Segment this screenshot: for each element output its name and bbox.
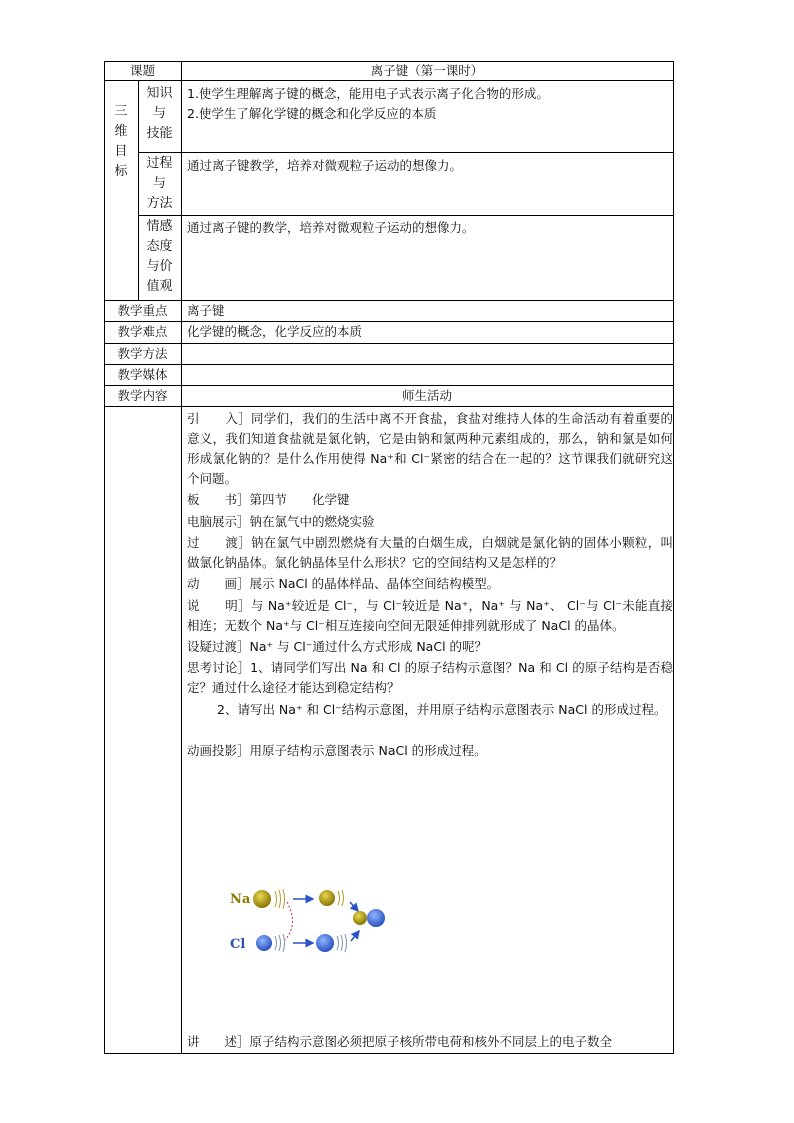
objectives-group-label: 三 维 目 标 [114,104,128,179]
cl-atom [256,935,272,951]
paragraph-demo: 电脑展示］钠在氯气中的燃烧实验 [187,514,375,529]
nacl-na-ion [353,911,367,925]
difficulty-value: 化学键的概念，化学反应的本质 [187,324,363,339]
paragraph-discussion: 思考讨论］1、请同学们写出 Na 和 Cl 的原子结构示意图？Na 和 Cl 的原子结构是否稳定？通过什么途径才能达到稳定结构？ [187,660,673,695]
row-divider [104,406,674,407]
emotion-label: 情感 态度 与价 值观 [146,219,173,294]
knowledge-line-1: 1.使学生理解离子键的概念，能用电子式表示离子化合物的形成。 [187,86,549,101]
row-divider [104,385,674,386]
paragraph-projection: 动画投影］用原子结构示意图表示 NaCl 的形成过程。 [187,743,487,758]
na-ion-shells [338,890,344,906]
paragraph-transition: 过 渡］钠在氯气中剧烈燃烧有大量的白烟生成，白烟就是氯化钠的固体小颗粒，叫做氯化钠晶体。氯化钠晶体呈什么形状？它的空间结构又是怎样的？ [187,535,673,570]
cl-shells [275,934,285,952]
row-divider [138,215,674,216]
arrow-up [351,931,359,941]
table-border-left [104,61,105,1054]
nacl-cl-ion [367,909,385,927]
nacl-formation-diagram [225,878,395,958]
arrow-down [350,902,358,911]
cl-ion-shells [337,934,347,952]
knowledge-label: 知识 与 技能 [146,86,173,141]
method-label: 教学方法 [117,346,168,361]
paragraph-animation: 动 画］展示 NaCl 的晶体样品、晶体空间结构模型。 [187,576,500,591]
row-divider [104,80,674,81]
paragraph-explain: 说 明］与 Na⁺较近是 Cl⁻，与 Cl⁻较近是 Na⁺，Na⁺ 与 Na⁺、 Cl⁻与 Cl⁻未能直接相连；无数个 Na⁺与 Cl⁻相互连接向空间无限延伸排列就形成了 NaCl 的晶体。 [187,598,673,633]
paragraph-narration: 讲 述］原子结构示意图必须把原子核所带电荷和核外不同层上的电子数全 [187,1034,613,1049]
row-divider [104,300,674,301]
key-point-value: 离子键 [187,303,225,318]
column-divider [181,61,182,1054]
paragraph-question: 设疑过渡］Na⁺ 与 Cl⁻通过什么方式形成 NaCl 的呢？ [187,639,488,654]
knowledge-line-2: 2.使学生了解化学键的概念和化学反应的本质 [187,106,437,121]
table-border-top [104,61,674,62]
row-divider [138,152,674,153]
table-border-bottom [104,1053,674,1054]
paragraph-intro: 引 入］同学们，我们的生活中离不开食盐，食盐对维持人体的生命活动有着重要的意义，我们知道食盐就是氯化钠，它是由钠和氯两种元素组成的，那么，钠和氯是如何形成氯化钠的？是什么作用使得 Na⁺和 Cl⁻紧密的结合在一起的？这节课我们就研究这个问题。 [187,411,673,486]
na-shells [275,889,285,909]
page-title: 离子键（第一课时） [370,63,484,78]
paragraph-discussion-2: 2、请写出 Na⁺ 和 Cl⁻结构示意图，并用原子结构示意图表示 NaCl 的形成过程。 [217,702,667,717]
difficulty-label: 教学难点 [117,324,168,339]
paragraph-board: 板 书］第四节 化学键 [187,492,350,507]
title-label: 课题 [129,63,155,78]
row-divider [104,343,674,344]
emotion-text: 通过离子键的教学，培养对微观粒子运动的想像力。 [187,220,475,235]
cl-label: Cl [230,937,246,952]
row-divider [104,364,674,365]
process-label: 过程 与 方法 [146,156,173,211]
na-atom [253,890,271,908]
media-label: 教学媒体 [117,367,168,382]
electron-transfer-curve [285,902,293,940]
table-border-right [673,61,674,1054]
key-point-label: 教学重点 [117,303,168,318]
process-text: 通过离子键教学，培养对微观粒子运动的想像力。 [187,158,463,173]
na-label: Na [230,892,251,907]
content-header: 师生活动 [401,388,452,403]
content-label: 教学内容 [117,388,168,403]
cl-ion [316,934,334,952]
row-divider [104,321,674,322]
na-ion [319,890,335,906]
